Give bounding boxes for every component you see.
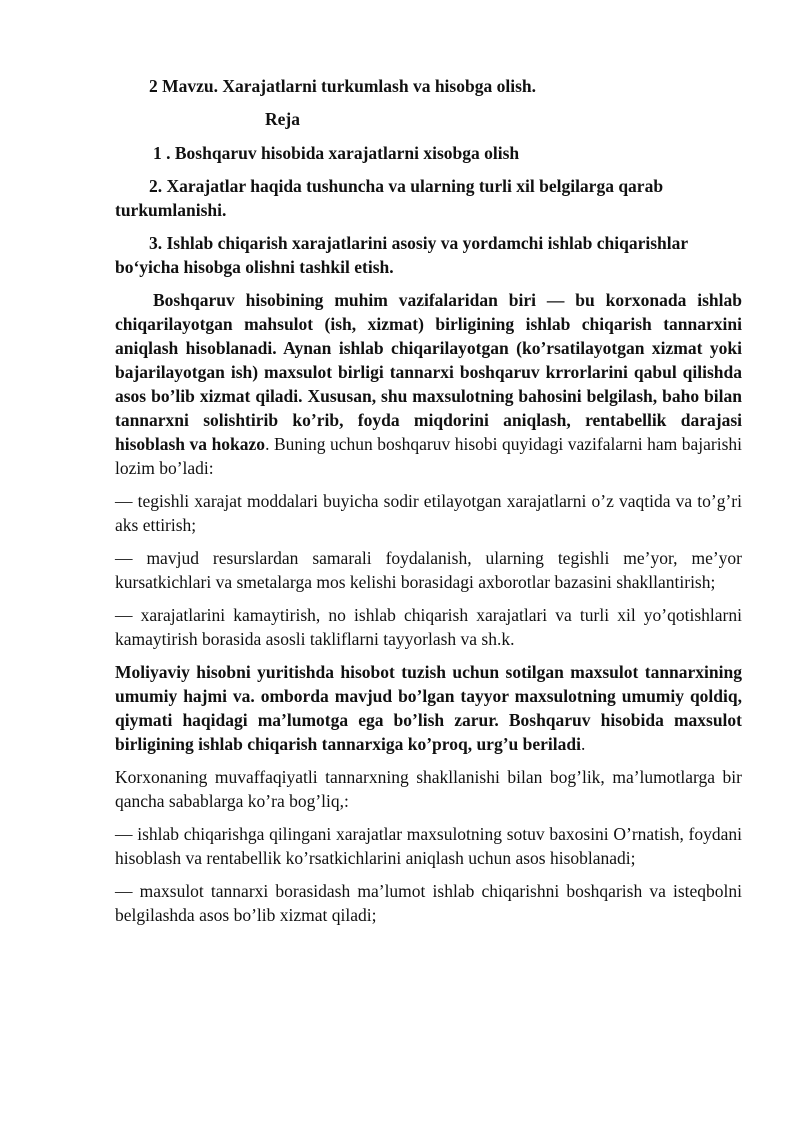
plan-item: 1 . Boshqaruv hisobida xarajatlarni xisobga olish xyxy=(153,143,520,163)
task-item: — xarajatlarini kamaytirish, no ishlab chiqarish xarajatlari va turli xil yo’qotishlarni kamaytirish borasida asosli takliflarni tayyorlash va sh.k. xyxy=(115,605,742,649)
plan-item: 2. Xarajatlar haqida tushuncha va ularning turli xil belgilarga qarab turkumlanishi. xyxy=(115,176,664,220)
success-paragraph: Korxonaning muvaffaqiyatli tannarxning shakllanishi bilan bog’lik, ma’lumotlarga bir qancha sabablarga ko’ra bog’liq,: xyxy=(115,767,742,811)
financial-normal-text: . xyxy=(580,734,586,754)
intro-paragraph xyxy=(115,288,742,480)
document-page xyxy=(115,74,742,936)
reason-item: — maxsulot tannarxi borasidash ma’lumot ishlab chiqarishni boshqarish va isteqbolni belgilashda asos bo’lib xizmat qiladi; xyxy=(115,881,742,925)
financial-bold-text: Moliyaviy hisobni yuritishda hisobot tuzish uchun sotilgan maxsulot tannarxining umumiy hajmi va. omborda mavjud bo’lgan tayyor maxsulotning umumiy qoldiq, qiymati haqidagi ma’lumotga ega bo’lish zarur. Boshqaruv hisobida maxsulot birligining ishlab chiqarish tannarxiga ko’proq, urg’u beriladi xyxy=(115,662,742,754)
intro-bold-text: Boshqaruv hisobining muhim vazifalaridan biri — bu korxonada ishlab chiqarilayotgan mahsulot (ish, xizmat) birligining ishlab chiqarish tannarxini aniqlash hisoblanadi. Aynan ishlab chiqarilayotgan (ko’rsatilayotgan xizmat yoki bajarilayotgan ish) maxsulot birligi tannarxi boshqaruv krrorlarini qabul qilishda asos bo’lib xizmat qiladi. Xususan, shu maxsulotning bahosini belgilash, baho bilan tannarxni solishtirib ko’rib, foyda miqdorini aniqlash, rentabellik darajasi hisoblash va hokazo xyxy=(115,290,742,454)
financial-paragraph xyxy=(115,660,742,756)
plan-heading: Reja xyxy=(265,109,300,129)
task-item: — mavjud resurslardan samarali foydalanish, ularning tegishli me’yor, me’yor kursatkichlari va smetalarga mos kelishi borasidagi axborotlar bazasini shakllantirish; xyxy=(115,548,742,592)
document-title: 2 Mavzu. Xarajatlarni turkumlash va hisobga olish. xyxy=(149,76,536,96)
task-item: — tegishli xarajat moddalari buyicha sodir etilayotgan xarajatlarni o’z vaqtida va to’g’ri aks ettirish; xyxy=(115,491,742,535)
plan-item: 3. Ishlab chiqarish xarajatlarini asosiy va yordamchi ishlab chiqarishlar bo‘yicha hisobga olishni tashkil etish. xyxy=(115,233,688,277)
reason-item: — ishlab chiqarishga qilingani xarajatlar maxsulotning sotuv baxosini O’rnatish, foydani hisoblash va rentabellik ko’rsatkichlarini aniqlash uchun asos hisoblanadi; xyxy=(115,824,742,868)
intro-normal-text: . Buning uchun boshqaruv hisobi quyidagi vazifalarni ham bajarishi lozim bo’ladi: xyxy=(115,434,742,478)
